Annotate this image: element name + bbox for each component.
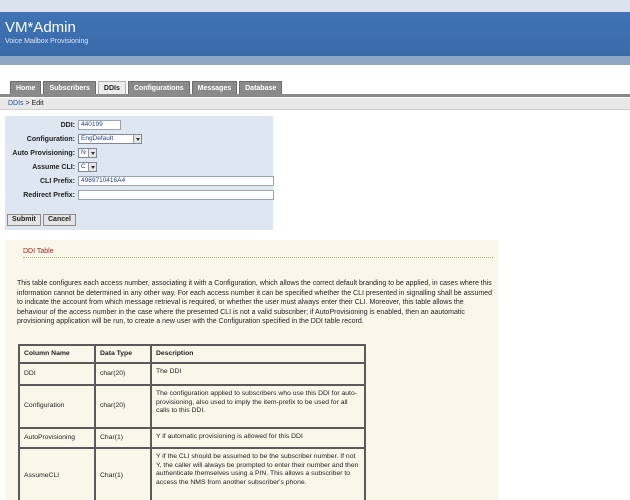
browser-top-strip bbox=[0, 0, 630, 12]
app-title: VM*Admin bbox=[5, 19, 76, 36]
auto-provisioning-row bbox=[5, 148, 273, 159]
auto-provisioning-label: Auto Provisioning: bbox=[12, 150, 75, 157]
tab-configurations[interactable]: Configurations bbox=[128, 81, 190, 95]
chevron-down-icon bbox=[133, 135, 141, 143]
assume-cli-value: C bbox=[81, 163, 86, 170]
table-row bbox=[19, 363, 365, 385]
auto-provisioning-value: N bbox=[81, 149, 86, 156]
column-header: Data Type bbox=[95, 345, 151, 363]
redirect-prefix-label: Redirect Prefix: bbox=[23, 192, 75, 199]
table-header-row bbox=[19, 345, 365, 363]
tab-database[interactable]: Database bbox=[239, 81, 282, 95]
help-panel bbox=[5, 240, 498, 500]
table-row bbox=[19, 385, 365, 428]
breadcrumb-ddis-link[interactable]: DDIs bbox=[8, 100, 24, 107]
tab-messages[interactable]: Messages bbox=[192, 81, 237, 95]
data-type-cell: char(20) bbox=[95, 385, 151, 428]
description-cell: Y if automatic provisioning is allowed for this DDI bbox=[151, 428, 365, 448]
cli-prefix-label: CLI Prefix: bbox=[39, 178, 75, 185]
cancel-button[interactable]: Cancel bbox=[43, 214, 76, 226]
ddi-field[interactable]: 440199 bbox=[78, 120, 121, 130]
help-paragraph: This table configures each access number, associating it with a Configuration, which allows the correct default branding to be applied, in cases where this information cannot be determined in any other way. For each access number it can be specified whether the CLI presented in signalling shall be assumed to indicate the account from which message retrieval is required, or whether the user must always enter their CLI. Moreover, this table allows the behaviour of the access number in the case where the presented CLI is not a valid subscriber; if AutoProvisioning is enabled, then an aautomatic provisioning application will be run, to create a new user with the Configuration specified in the DDI table record. bbox=[17, 280, 492, 326]
main-tabs bbox=[10, 81, 282, 95]
ddi-row bbox=[5, 120, 273, 131]
chevron-down-icon bbox=[88, 149, 96, 157]
column-name-cell: Configuration bbox=[19, 385, 95, 428]
breadcrumb bbox=[0, 98, 630, 110]
help-divider bbox=[23, 257, 493, 258]
chevron-down-icon bbox=[88, 163, 96, 171]
column-header: Column Name bbox=[19, 345, 95, 363]
app-subtitle: Voice Mailbox Provisioning bbox=[5, 38, 89, 45]
column-name-cell: DDI bbox=[19, 363, 95, 385]
auto-provisioning-select[interactable] bbox=[78, 148, 97, 158]
cli-prefix-field[interactable]: 4969710416A4 bbox=[78, 176, 274, 186]
tab-home[interactable]: Home bbox=[10, 81, 41, 95]
assume-cli-label: Assume CLI: bbox=[32, 164, 75, 171]
tab-ddis[interactable]: DDIs bbox=[98, 81, 126, 95]
column-name-cell: AssumeCLI bbox=[19, 448, 95, 500]
table-row bbox=[19, 448, 365, 500]
description-cell: The configuration applied to subscribers who use this DDI for auto-provisioning, also used to imply the item-prefix to be used for all calls to this DDI. bbox=[151, 385, 365, 428]
cli-prefix-row bbox=[5, 176, 273, 187]
description-cell: The DDI bbox=[151, 363, 365, 385]
redirect-prefix-row bbox=[5, 190, 273, 201]
configuration-value: EngDefault bbox=[81, 135, 114, 142]
breadcrumb-separator: > bbox=[23, 100, 32, 107]
redirect-prefix-field[interactable] bbox=[78, 190, 274, 200]
column-name-cell: AutoProvisioning bbox=[19, 428, 95, 448]
assume-cli-row bbox=[5, 162, 273, 173]
data-type-cell: char(20) bbox=[95, 363, 151, 385]
configuration-label: Configuration: bbox=[26, 136, 75, 143]
app-header bbox=[0, 12, 630, 56]
description-cell: Y if the CLI should be assumed to be the subscriber number. If not Y, the caller will always be prompted to enter their number and then authenticate themselves using a PIN. This allows a subscriber to access the NMS from another subscriber's phone. bbox=[151, 448, 365, 500]
ddi-edit-form bbox=[5, 116, 273, 230]
header-underbar bbox=[0, 56, 630, 65]
configuration-select[interactable] bbox=[78, 134, 142, 144]
configuration-row bbox=[5, 134, 273, 145]
submit-button[interactable]: Submit bbox=[7, 214, 41, 226]
column-header: Description bbox=[151, 345, 365, 363]
assume-cli-select[interactable] bbox=[78, 162, 97, 172]
data-type-cell: Char(1) bbox=[95, 428, 151, 448]
help-title: DDI Table bbox=[23, 248, 54, 255]
breadcrumb-current: Edit bbox=[31, 100, 44, 107]
ddi-columns-table bbox=[18, 344, 366, 500]
table-row bbox=[19, 428, 365, 448]
tab-subscribers[interactable]: Subscribers bbox=[43, 81, 95, 95]
data-type-cell: Char(1) bbox=[95, 448, 151, 500]
tab-underline bbox=[0, 94, 630, 97]
ddi-label: DDI: bbox=[60, 122, 75, 129]
